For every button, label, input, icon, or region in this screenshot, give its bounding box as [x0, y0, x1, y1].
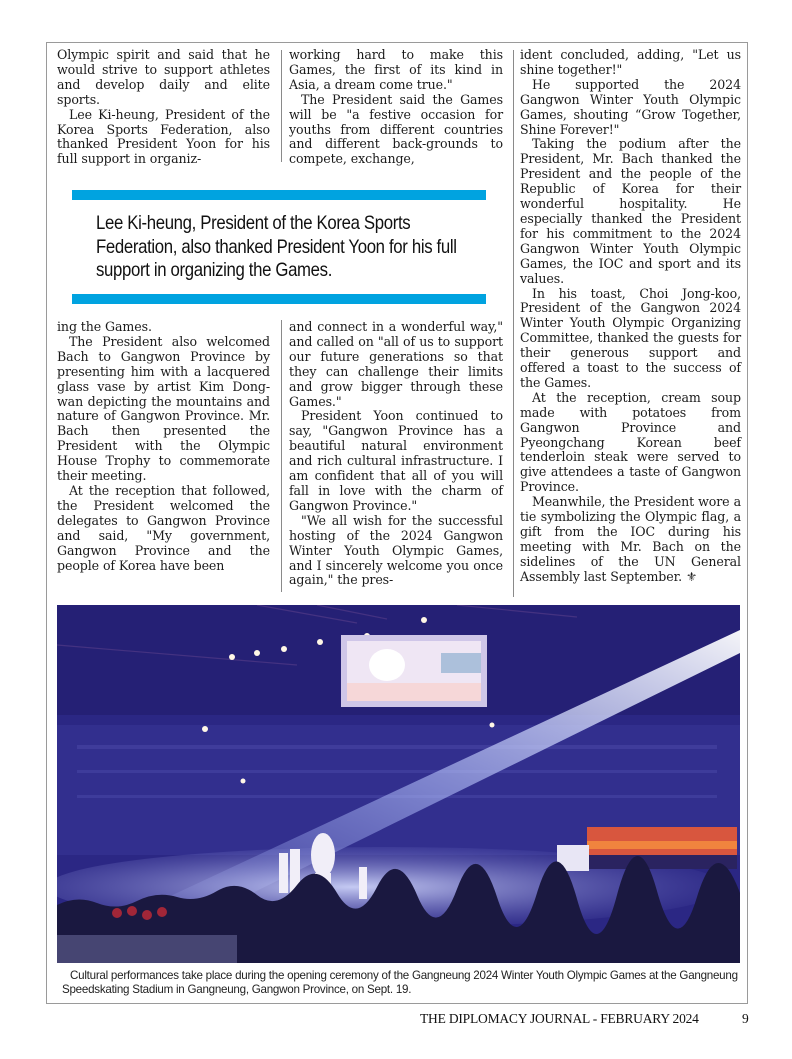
article-paragraph: working hard to make this Games, the first of its kind in Asia, a dream come true.": [289, 47, 503, 92]
article-paragraph: Lee Ki-heung, President of the Korea Sports Federation, also thanked President Yoon for his full support in organiz-: [57, 106, 270, 167]
photo-caption-text: Cultural performances take place during the opening ceremony of the Gangneung 2024 Winter Youth Olympic Games at the Gangneung Speedskating Stadium in Gangneung, Gangwon Province, on Sept. 19.: [62, 969, 738, 996]
pull-quote-top-bar: [72, 190, 486, 200]
article-paragraph: In his toast, Choi Jong-koo, President of the Gangwon 2024 Winter Youth Olympic Organizing Committee, thanked the guests for their generous support and offered a toast to the success of the Games.: [520, 285, 741, 390]
pull-quote-text: Lee Ki-heung, President of the Korea Sports Federation, also thanked President Yoon for his full support in organizing the Games.: [96, 212, 457, 281]
column-divider: [281, 320, 282, 592]
pull-quote: [72, 190, 486, 304]
photo-caption: [62, 969, 742, 996]
column-1-bottom: [57, 320, 270, 573]
article-paragraph: He supported the 2024 Gangwon Winter Youth Olympic Games, shouting “Grow Together, Shine Forever!": [520, 76, 741, 137]
article-paragraph: The President also welcomed Bach to Gangwon Province by presenting him with a lacquered glass vase by artist Kim Dong-wan depicting the mountains and nature of Gangwon Province. Mr. Bach then presented the President with the Olympic House Trophy to commemorate their meeting.: [57, 333, 270, 484]
article-paragraph: Meanwhile, the President wore a tie symbolizing the Olympic flag, a gift from the IOC during his meeting with Mr. Bach on the sidelines of the UN General Assembly last September. ⚜: [520, 494, 741, 584]
ceremony-photo: [57, 605, 740, 963]
column-2-bottom: [289, 320, 503, 588]
video-screen: [341, 635, 487, 707]
column-divider: [281, 50, 282, 162]
page-number: 9: [742, 1011, 749, 1026]
article-paragraph: "We all wish for the successful hosting of the 2024 Gangwon Winter Youth Olympic Games, and I sincerely welcome you once again," the pres-: [289, 512, 503, 588]
column-2-top: [289, 48, 503, 167]
article-paragraph: ident concluded, adding, "Let us shine together!": [520, 47, 741, 77]
column-3: [520, 48, 741, 585]
pull-quote-bottom-bar: [72, 294, 486, 304]
article-paragraph: At the reception that followed, the President welcomed the delegates to Gangwon Province and said, "My government, Gangwon Province and the people of Korea have been: [57, 482, 270, 573]
article-paragraph: ing the Games.: [57, 319, 152, 334]
article-paragraph: The President said the Games will be "a festive occasion for youths from different countries and different back-grounds to compete, exchange,: [289, 91, 503, 167]
column-1-top: [57, 48, 270, 167]
article-paragraph: President Yoon continued to say, "Gangwon Province has a beautiful natural environment and rich cultural infrastructure. I am confident that all of you will fall in love with the charm of Gangwon Province.": [289, 408, 503, 513]
publication-name: THE DIPLOMACY JOURNAL - FEBRUARY 2024: [420, 1011, 699, 1026]
article-paragraph: At the reception, cream soup made with potatoes from Gangwon Province and Pyeongchang Korean beef tenderloin steak were served to give attendees a taste of Gangwon Province.: [520, 389, 741, 495]
column-divider: [513, 50, 514, 597]
photo-illustration: [57, 605, 740, 963]
article-paragraph: and connect in a wonderful way," and called on "all of us to support our future generations so that they can challenge their limits and grow bigger through these Games.": [289, 319, 503, 409]
article-paragraph: Olympic spirit and said that he would strive to support athletes and develop daily and elite sports.: [57, 47, 270, 107]
article-paragraph: Taking the podium after the President, Mr. Bach thanked the President and the people of the Republic of Korea for their wonderful hospitality. He especially thanked the President for his commitment to the 2024 Gangwon Winter Youth Olympic Games, the IOC and sport and its values.: [520, 136, 741, 286]
